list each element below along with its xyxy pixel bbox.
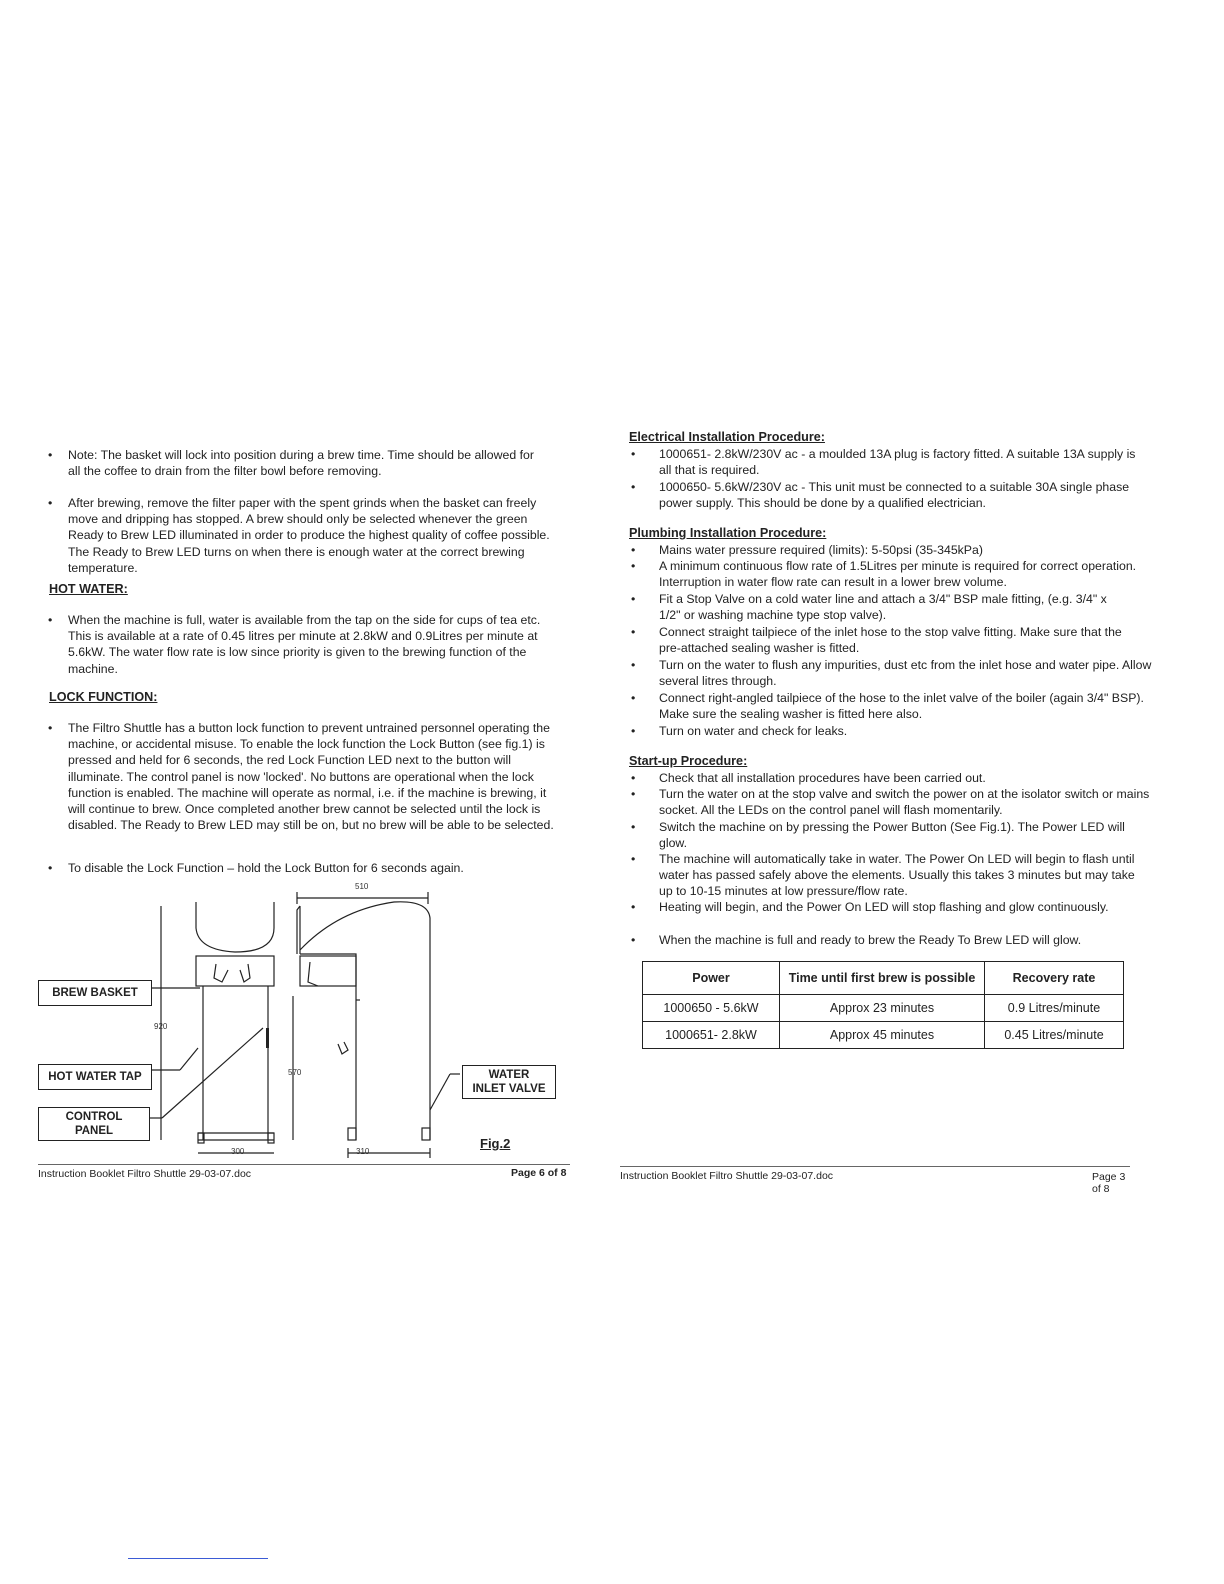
table-header-cell: Recovery rate [985,962,1124,995]
plumbing-item: • Turn on water and check for leaks. [629,723,1145,739]
figure-caption: Fig.2 [480,1136,511,1151]
footer-doc-name: Instruction Booklet Filtro Shuttle 29-03-07.doc [620,1170,834,1182]
startup-item: • Heating will begin, and the Power On LED will stop flashing and glow continuously. [629,899,1119,915]
hot-water-bullet: • When the machine is full, water is available from the tap on the side for cups of tea etc. This is available at a rate of 0.45 litres per minute at 2.8kW and 0.9Litres per minute at 5.6kW. The water flow rate is low since priority is given to the brewing function of the machine. [38,612,550,677]
footer-doc-name: Instruction Booklet Filtro Shuttle 29-03-07.doc [38,1168,252,1180]
footer-page-number: Page 6 of 8 [511,1167,567,1179]
footer-rule [38,1164,570,1165]
plumbing-item: • Connect straight tailpiece of the inlet hose to the stop valve fitting. Make sure that the pre-attached sealing washer is fitted. [629,624,1145,656]
startup-item: • Switch the machine on by pressing the Power Button (See Fig.1). The Power LED will glow. [629,819,1145,851]
plumbing-item: • A minimum continuous flow rate of 1.5Litres per minute is required for correct operation. Interruption in water flow rate can result in a lower brew volume. [629,558,1145,590]
table-cell: 0.45 Litres/minute [985,1022,1124,1049]
plumbing-item: • Mains water pressure required (limits): 5-50psi (35-345kPa) [629,542,1145,558]
dim-920: 920 [154,1022,168,1031]
electrical-item: • 1000651- 2.8kW/230V ac - a moulded 13A plug is factory fitted. A suitable 13A supply is all that is required. [629,446,1145,478]
note-bullet: • Note: The basket will lock into position during a brew time. Time should be allowed for all the coffee to drain from the filter bowl before removing. [38,447,548,479]
plumbing-item: • Connect right-angled tailpiece of the hose to the inlet valve of the boiler (again 3/4" BSP). Make sure the sealing washer is fitted here also. [629,690,1151,722]
electrical-heading: Electrical Installation Procedure: [629,430,825,444]
dim-300: 300 [231,1147,245,1156]
recovery-table [642,961,1124,1049]
hot-water-tap-label: HOT WATER TAP [38,1064,152,1090]
startup-heading: Start-up Procedure: [629,754,748,768]
startup-item: • The machine will automatically take in water. The Power On LED will begin to flash until water has passed safely above the elements. Usually this takes 3 minutes but may take up to 10-15 minutes at low pressure/flow rate. [629,851,1145,900]
startup-item: • Turn the water on at the stop valve and switch the power on at the isolator switch or mains socket. All the LEDs on the control panel will flash momentarily. [629,786,1159,818]
table-row [643,995,1124,1022]
table-cell: Approx 23 minutes [780,995,985,1022]
bottom-blue-rule [128,1558,268,1559]
control-panel-label: CONTROL PANEL [38,1107,150,1141]
lock-disable-bullet: • To disable the Lock Function – hold the Lock Button for 6 seconds again. [38,860,554,876]
plumbing-heading: Plumbing Installation Procedure: [629,526,827,540]
table-cell: 1000651- 2.8kW [643,1022,780,1049]
startup-item: • When the machine is full and ready to brew the Ready To Brew LED will glow. [629,932,1159,948]
hot-water-heading: HOT WATER: [49,582,128,596]
footer-page-number: Page 3 of 8 [1092,1171,1126,1195]
after-brewing-bullet: • After brewing, remove the filter paper with the spent grinds when the basket can freely move and dripping has stopped. A brew should only be selected whenever the green Ready to Brew LED illuminated in order to produce the highest quality of coffee possible. The Ready to Brew LED turns on when there is enough water at the correct brewing temperature. [38,495,552,576]
dim-310: 310 [356,1147,370,1156]
footer-rule [620,1166,1130,1167]
table-header-cell: Time until first brew is possible [780,962,985,995]
plumbing-item: • Turn on the water to flush any impurities, dust etc from the inlet hose and water pipe. Allow several litres through. [629,657,1159,689]
water-inlet-valve-label: WATER INLET VALVE [462,1065,556,1099]
table-cell: Approx 45 minutes [780,1022,985,1049]
lock-function-bullet: • The Filtro Shuttle has a button lock function to prevent untrained personnel operating the machine, or accidental misuse. To enable the lock function the Lock Button (see fig.1) is pressed and held for 6 seconds, the red Lock Function LED next to the button will illuminate. The control panel is now 'locked'. No buttons are operational when the lock function is enabled. The machine will operate as normal, i.e. if the machine is brewing, it will continue to brew. Once completed another brew cannot be selected until the lock is disabled. The Ready to Brew LED may still be on, but no brew will be able to be selected. [38,720,554,833]
plumbing-item: • Fit a Stop Valve on a cold water line and attach a 3/4" BSP male fitting, (e.g. 3/4" x 1/2" or washing machine type stop valve). [629,591,1129,623]
startup-item: • Check that all installation procedures have been carried out. [629,770,1145,786]
table-header-cell: Power [643,962,780,995]
dim-570: 570 [288,1068,302,1077]
brew-basket-label: BREW BASKET [38,980,152,1006]
table-header-row [643,962,1124,995]
electrical-item: • 1000650- 5.6kW/230V ac - This unit must be connected to a suitable 30A single phase power supply. This should be done by a qualified electrician. [629,479,1159,511]
table-row [643,1022,1124,1049]
table-cell: 1000650 - 5.6kW [643,995,780,1022]
table-cell: 0.9 Litres/minute [985,995,1124,1022]
dim-510: 510 [355,882,369,891]
lock-function-heading: LOCK FUNCTION: [49,690,158,704]
